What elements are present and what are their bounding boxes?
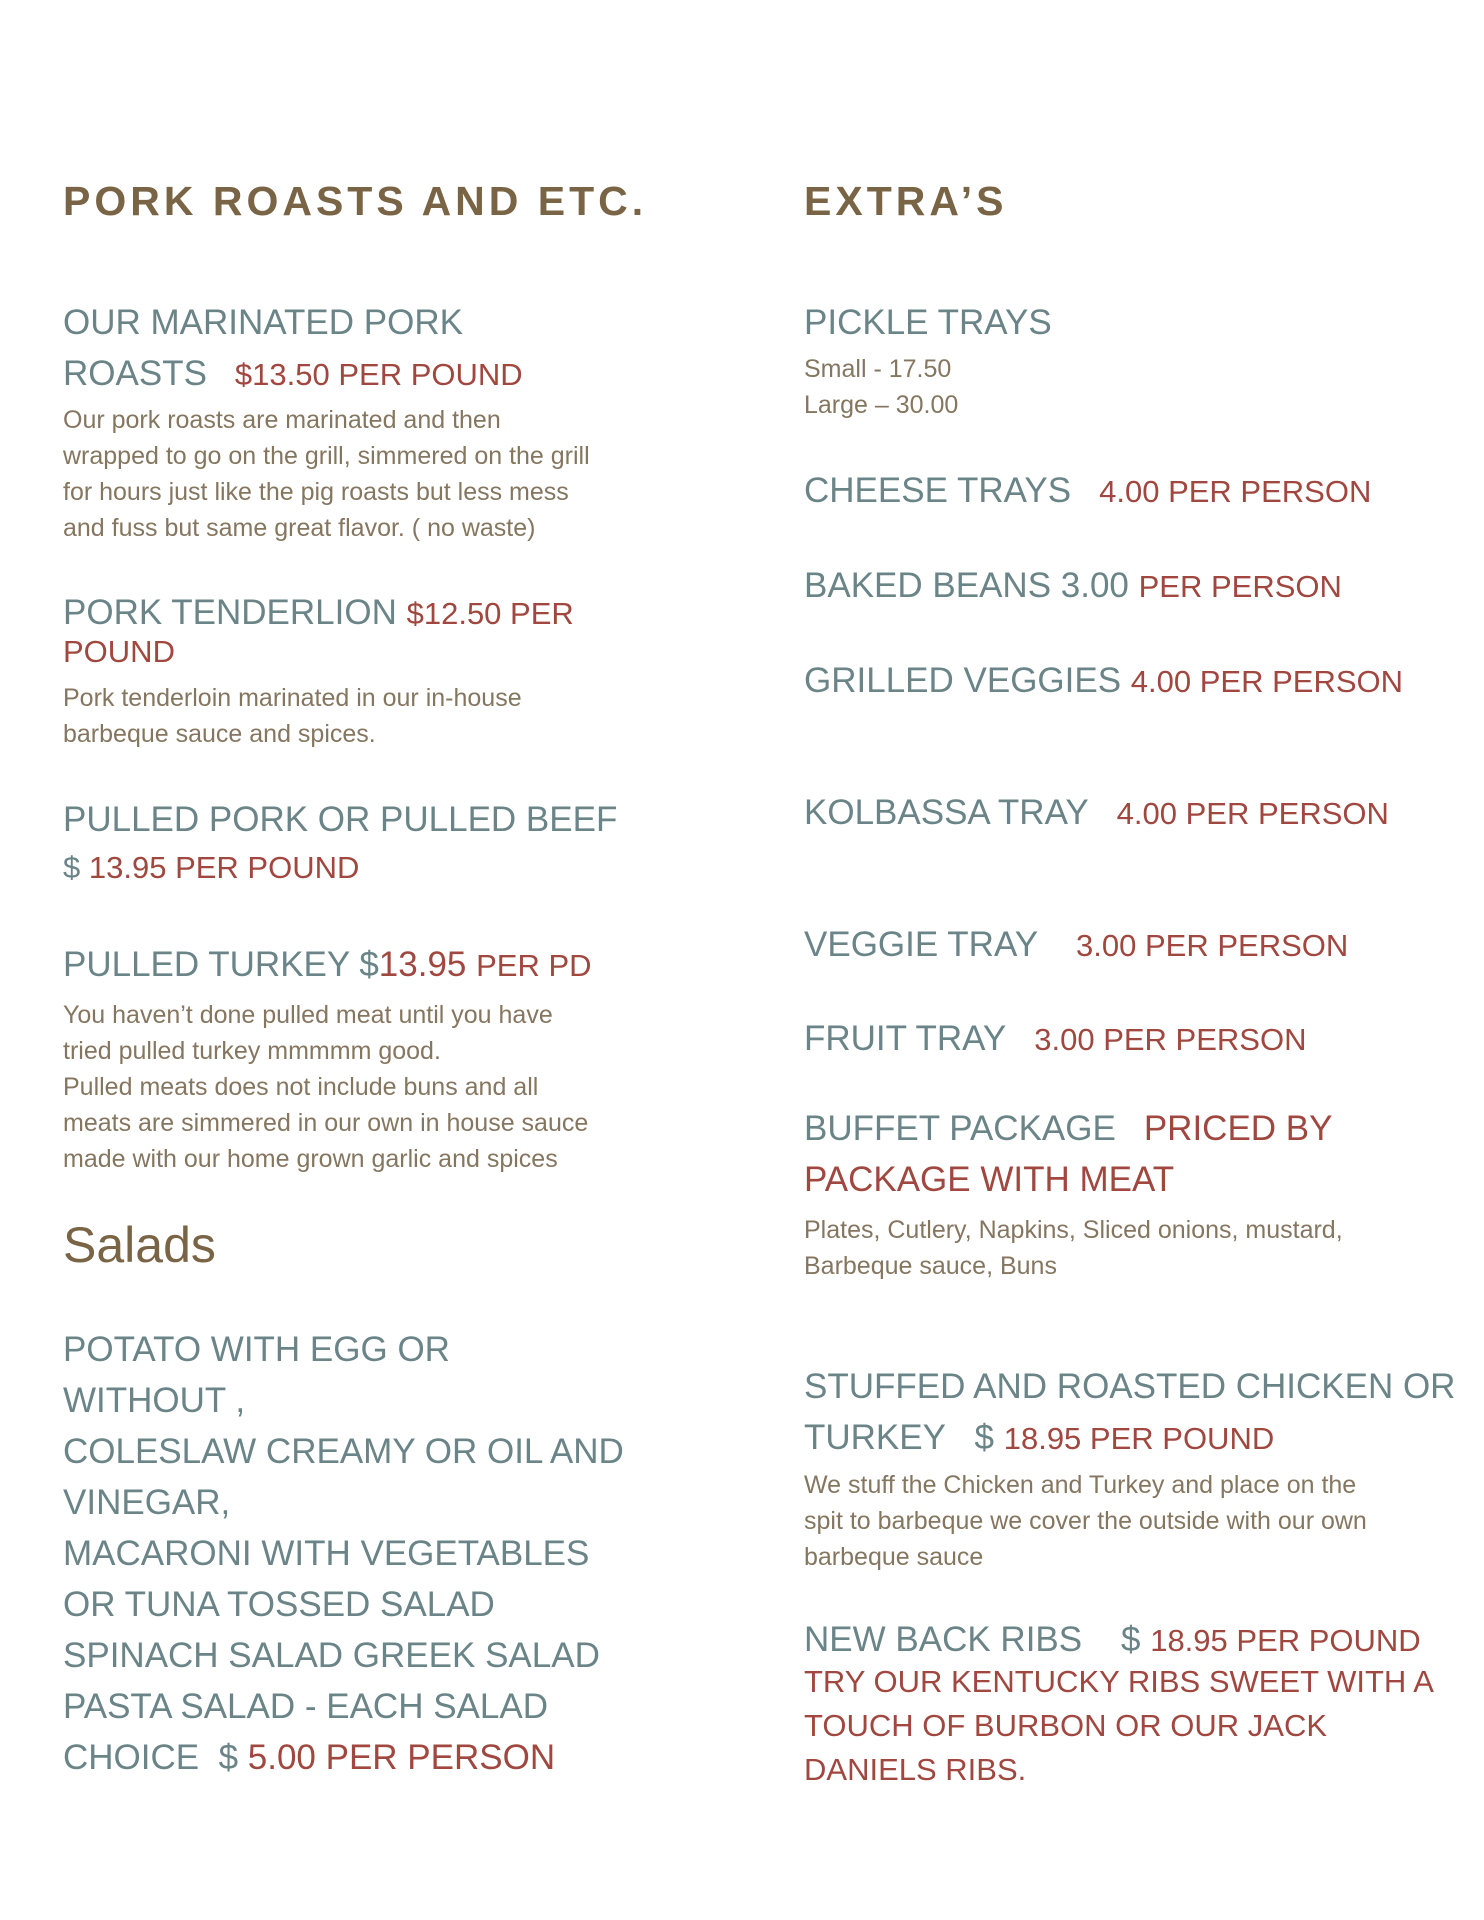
pulled-turkey-desc-3: Pulled meats does not include buns and all (63, 1073, 539, 1101)
marinated-pork-title-line2 (63, 349, 523, 400)
kolbassa-tray-title (804, 788, 1389, 839)
salad-line-8: PASTA SALAD - EACH SALAD (63, 1687, 548, 1726)
stuffed-desc-1: We stuff the Chicken and Turkey and place on the (804, 1471, 1357, 1499)
marinated-pork-desc-2: wrapped to go on the grill, simmered on the grill (63, 442, 590, 470)
pulled-pork-price-value: 13.95 PER POUND (88, 850, 360, 885)
salad-line-4: VINEGAR, (63, 1483, 231, 1522)
salad-line-2: WITHOUT , (63, 1381, 246, 1420)
salad-line-7: SPINACH SALAD GREEK SALAD (63, 1636, 600, 1675)
pickle-small: Small - 17.50 (804, 355, 952, 383)
tenderloin-title (63, 588, 574, 639)
salads-heading: Salads (63, 1217, 216, 1273)
stuffed-chicken-title-line2 (804, 1413, 1274, 1464)
back-ribs-desc-1: TRY OUR KENTUCKY RIBS SWEET WITH A (804, 1664, 1434, 1699)
salad-line-5: MACARONI WITH VEGETABLES (63, 1534, 590, 1573)
salad-line-6: OR TUNA TOSSED SALAD (63, 1585, 495, 1624)
veggie-tray-title (804, 920, 1348, 971)
back-ribs-desc-2: TOUCH OF BURBON OR OUR JACK (804, 1708, 1328, 1743)
pulled-turkey-title (63, 940, 592, 991)
back-ribs-price: 18.95 PER POUND (1150, 1623, 1421, 1658)
grilled-veggies-name: GRILLED VEGGIES (804, 661, 1122, 700)
buffet-package-title (804, 1104, 1332, 1154)
salad-price: 5.00 PER PERSON (247, 1738, 556, 1777)
marinated-pork-desc-1: Our pork roasts are marinated and then (63, 406, 501, 434)
salad-line-3: COLESLAW CREAMY OR OIL AND (63, 1432, 624, 1471)
back-ribs-desc-3: DANIELS RIBS. (804, 1752, 1027, 1787)
pickle-large: Large – 30.00 (804, 391, 959, 419)
back-ribs-title (804, 1615, 1421, 1666)
buffet-price-1: PRICED BY (1143, 1109, 1333, 1148)
baked-beans-price: PER PERSON (1138, 569, 1342, 604)
buffet-package-name: BUFFET PACKAGE (804, 1109, 1116, 1148)
fruit-tray-price: 3.00 PER PERSON (1034, 1022, 1307, 1057)
pulled-pork-title: PULLED PORK OR PULLED BEEF (63, 800, 618, 839)
grilled-veggies-price: 4.00 PER PERSON (1130, 664, 1404, 699)
fruit-tray-title (804, 1014, 1306, 1065)
pulled-turkey-amount: 13.95 (378, 945, 467, 984)
stuffed-chicken-title: STUFFED AND ROASTED CHICKEN OR (804, 1367, 1456, 1406)
pulled-pork-dollar: $ (63, 850, 81, 885)
pulled-turkey-desc-4: meats are simmered in our own in house sauce (63, 1109, 589, 1137)
marinated-pork-title: OUR MARINATED PORK (63, 303, 463, 342)
baked-beans-name: BAKED BEANS 3.00 (804, 566, 1129, 605)
kolbassa-tray-name: KOLBASSA TRAY (804, 793, 1089, 832)
salad-line-1: POTATO WITH EGG OR (63, 1330, 450, 1369)
veggie-tray-name: VEGGIE TRAY (804, 925, 1039, 964)
stuffed-price: 18.95 PER POUND (1003, 1421, 1275, 1456)
pulled-pork-price (63, 850, 359, 886)
tenderloin-name: PORK TENDERLION (63, 593, 397, 632)
marinated-pork-roasts-label: ROASTS (63, 354, 207, 393)
marinated-pork-desc-4: and fuss but same great flavor. ( no waste) (63, 514, 536, 542)
veggie-tray-price: 3.00 PER PERSON (1076, 928, 1349, 963)
cheese-trays-name: CHEESE TRAYS (804, 471, 1072, 510)
pickle-trays-title: PICKLE TRAYS (804, 303, 1052, 342)
cheese-trays-title (804, 466, 1371, 517)
fruit-tray-name: FRUIT TRAY (804, 1019, 1007, 1058)
pulled-turkey-desc-2: tried pulled turkey mmmmm good. (63, 1037, 441, 1065)
pulled-turkey-desc-1: You haven’t done pulled meat until you have (63, 1001, 553, 1029)
back-ribs-name: NEW BACK RIBS $ (804, 1620, 1141, 1659)
pork-roasts-heading: PORK ROASTS AND ETC. (63, 178, 648, 224)
pulled-turkey-unit: PER PD (476, 948, 592, 983)
kolbassa-tray-price: 4.00 PER PERSON (1116, 796, 1389, 831)
tenderloin-desc-1: Pork tenderloin marinated in our in-house (63, 684, 522, 712)
buffet-price-2: PACKAGE WITH MEAT (804, 1160, 1175, 1199)
tenderloin-price: $12.50 PER (406, 596, 574, 631)
cheese-trays-price: 4.00 PER PERSON (1099, 474, 1372, 509)
pulled-turkey-desc-5: made with our home grown garlic and spices (63, 1145, 558, 1173)
extras-heading: EXTRA’S (804, 178, 1008, 224)
buffet-desc-1: Plates, Cutlery, Napkins, Sliced onions, mustard, (804, 1216, 1343, 1244)
tenderloin-price-line2: POUND (63, 634, 175, 669)
grilled-veggies-title (804, 656, 1403, 707)
stuffed-turkey-label: TURKEY $ (804, 1418, 994, 1457)
marinated-pork-price: $13.50 PER POUND (234, 357, 523, 392)
tenderloin-desc-2: barbeque sauce and spices. (63, 720, 376, 748)
stuffed-desc-3: barbeque sauce (804, 1543, 984, 1571)
stuffed-desc-2: spit to barbeque we cover the outside with our own (804, 1507, 1367, 1535)
baked-beans-title (804, 561, 1342, 612)
salad-choice-label: CHOICE $ (63, 1738, 248, 1777)
salad-line-9 (63, 1733, 555, 1783)
buffet-desc-2: Barbeque sauce, Buns (804, 1252, 1057, 1280)
pulled-turkey-name: PULLED TURKEY $ (63, 945, 379, 984)
marinated-pork-desc-3: for hours just like the pig roasts but less mess (63, 478, 569, 506)
